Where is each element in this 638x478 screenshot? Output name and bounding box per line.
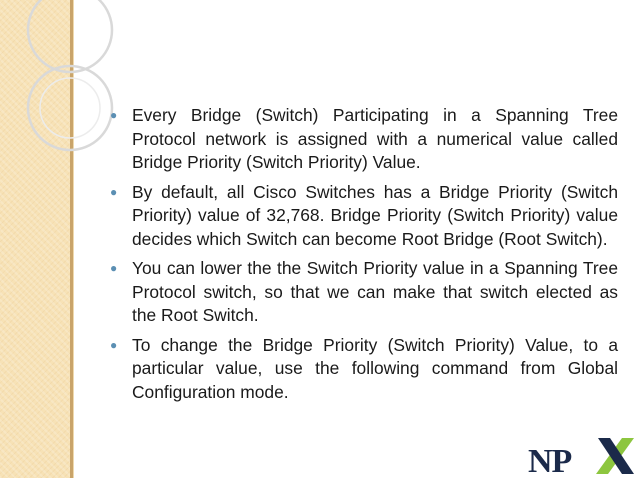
bullet-text: You can lower the the Switch Priority value in a Spanning Tree Protocol switch, so that we can make that switch elected as the Root Switch. xyxy=(132,258,618,325)
bullet-marker-icon: ● xyxy=(110,108,118,122)
bullet-item xyxy=(110,334,618,405)
logo-text: NP xyxy=(528,443,572,478)
bullet-item xyxy=(110,104,618,175)
npx-logo xyxy=(524,434,636,478)
bullet-text: By default, all Cisco Switches has a Bridge Priority (Switch Priority) value of 32,768. Bridge Priority (Switch Priority) value decides which Switch can become Root Bridge (Root Switch). xyxy=(132,181,618,249)
bullet-marker-icon: ● xyxy=(110,184,118,199)
bullet-list xyxy=(110,104,618,410)
bullet-text: To change the Bridge Priority (Switch Priority) Value, to a particular value, use the following command from Global Configuration mode. xyxy=(132,334,618,402)
bullet-text: Every Bridge (Switch) Participating in a Spanning Tree Protocol network is assigned with a numerical value called Bridge Priority (Switch Priority) Value. xyxy=(132,105,618,172)
bullet-item xyxy=(110,181,618,252)
bullet-marker-icon: ● xyxy=(110,261,118,275)
bullet-marker-icon: ● xyxy=(110,337,118,352)
bullet-item xyxy=(110,257,618,328)
